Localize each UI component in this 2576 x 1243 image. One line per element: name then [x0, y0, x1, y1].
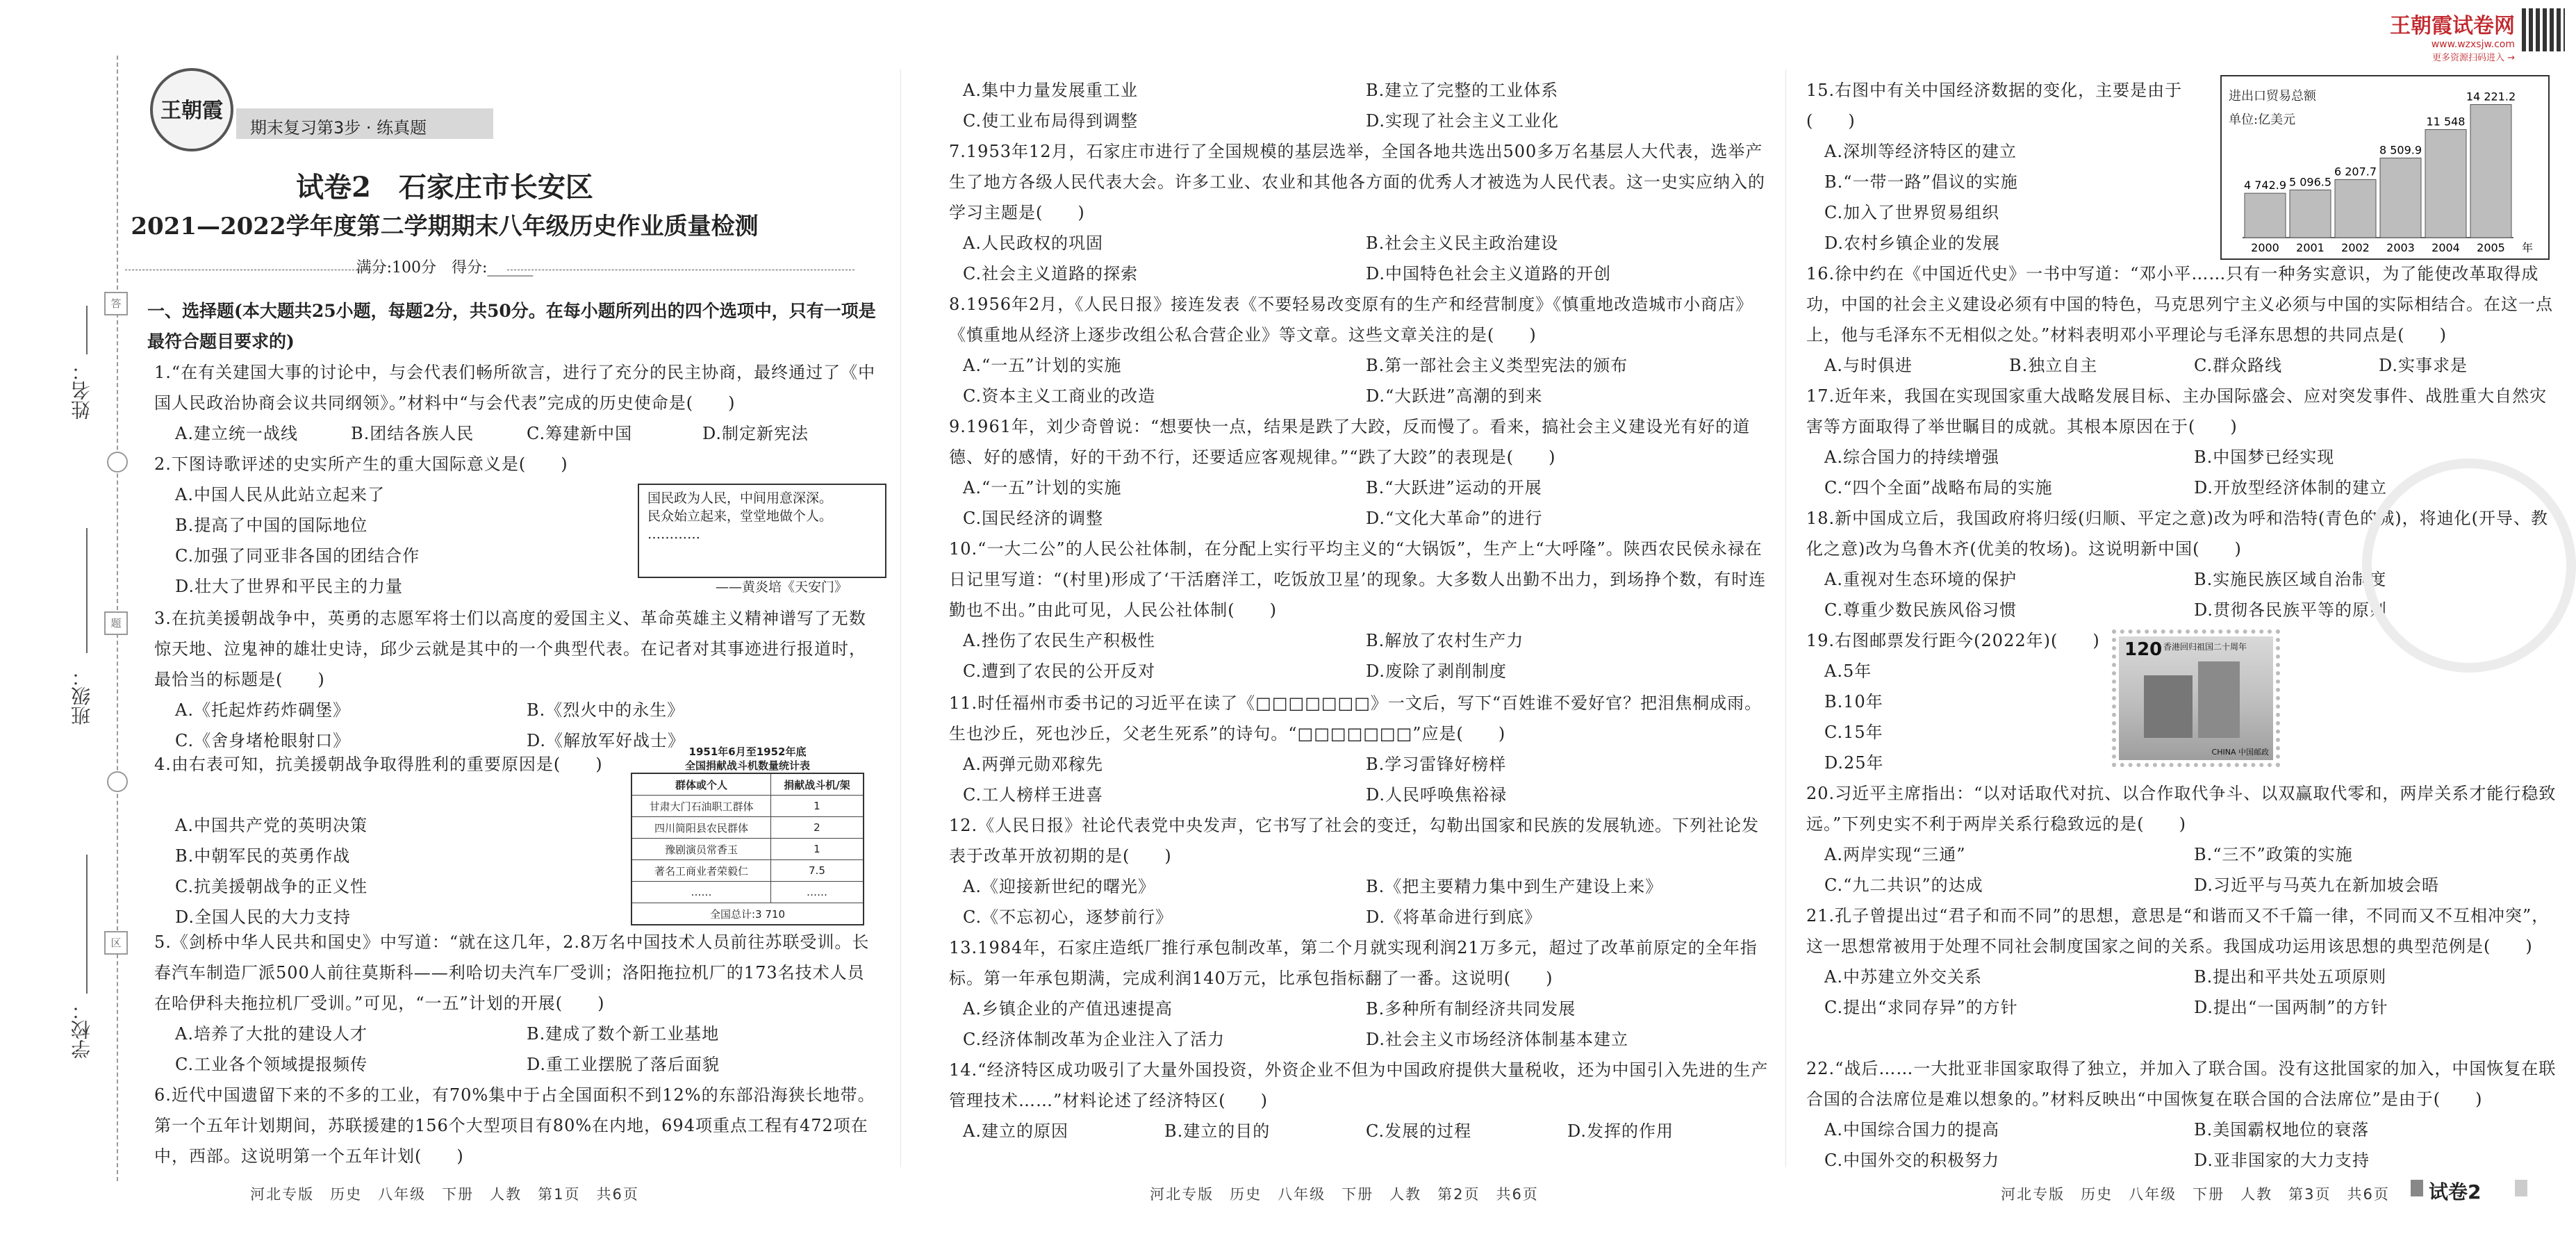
question-text: 11.时任福州市委书记的习近平在读了《□□□□□□□》一文后，写下“百姓谁不爱好官？把泪焦桐成雨。生也沙丘，死也沙丘，父老生死系”的诗句。“□□□□□□□”应是( )	[949, 693, 1762, 743]
option[interactable]: A.重视对生态环境的保护	[1824, 570, 2017, 589]
brand-url[interactable]: www.wzxsjw.com	[2431, 39, 2515, 50]
option[interactable]: C.国民经济的调整	[963, 509, 1104, 528]
option[interactable]: A.《托起炸药炸碉堡》	[175, 700, 350, 720]
table-total: 全国总计:3 710	[631, 903, 864, 925]
options	[949, 871, 1769, 932]
stamp-country: CHINA 中国邮政	[2211, 748, 2269, 757]
binding-mark: 区	[104, 931, 128, 955]
question-text: 12.《人民日报》社论代表党中央发声，它书写了社会的变迁，勾勒出国家和民族的发展轨迹。下列社论发表于改革开放初期的是( )	[949, 816, 1760, 866]
option[interactable]: C.《舍身堵枪眼射口》	[175, 731, 351, 750]
corner-marker	[2411, 1180, 2423, 1196]
question-16	[1806, 258, 2563, 381]
options	[1806, 350, 2563, 381]
question-text: 2.下图诗歌评述的史实所产生的重大国际意义是( )	[154, 454, 568, 474]
option[interactable]: A.与时俱进	[1824, 356, 1913, 375]
question-11	[949, 688, 1769, 810]
options	[1806, 839, 2563, 900]
question-9	[949, 411, 1769, 534]
option[interactable]: C.发展的过程	[1366, 1121, 1472, 1141]
option[interactable]: B.第一部社会主义类型宪法的颁布	[1366, 356, 1628, 375]
step-banner	[236, 108, 493, 139]
chart-bar	[2245, 193, 2286, 238]
option[interactable]: D.农村乡镇企业的发展	[1824, 233, 2001, 253]
option[interactable]: C.加强了同亚非各国的团结合作	[175, 546, 420, 566]
question-12	[949, 810, 1769, 932]
option[interactable]: A.人民政权的巩固	[963, 233, 1103, 253]
option[interactable]: D.“文化大革命”的进行	[1366, 509, 1543, 528]
option[interactable]: A.5年	[1824, 661, 1872, 681]
option[interactable]: B.建立了完整的工业体系	[1366, 81, 1559, 100]
option[interactable]: D.《将革命进行到底》	[1366, 907, 1542, 927]
chart-bar	[2470, 104, 2511, 238]
table-row	[631, 860, 864, 882]
question-text: 15.右图中有关中国经济数据的变化，主要是由于( )	[1806, 81, 2183, 131]
option[interactable]: D.贯彻各民族平等的原则	[2194, 600, 2388, 620]
option[interactable]: B.实施民族区域自治制度	[2194, 570, 2387, 589]
table-header: 捐献战斗机/架	[770, 773, 864, 796]
option[interactable]: A.中苏建立外交关系	[1824, 967, 1982, 987]
question-7	[949, 136, 1769, 289]
option[interactable]: D.实现了社会主义工业化	[1366, 111, 1560, 131]
option[interactable]: B.学习雷锋好榜样	[1366, 755, 1507, 774]
question-text: 3.在抗美援朝战争中，英勇的志愿军将士们以高度的爱国主义、革命英雄主义精神谱写了无数惊天地、泣鬼神的雄壮史诗，邱少云就是其中的一个典型代表。在记者对其事迹进行报道时，最恰当的标题是( )	[154, 609, 866, 689]
options	[949, 472, 1769, 534]
brand-block	[2306, 8, 2515, 63]
option[interactable]: D.废除了剥削制度	[1366, 661, 1508, 681]
question-text: 20.习近平主席指出：“以对话取代对抗、以合作取代争斗、以双赢取代零和，两岸关系才能行稳致远。”下列史实不利于两岸关系行稳致远的是( )	[1806, 784, 2557, 834]
chart-tick-label: 2000	[2251, 241, 2279, 254]
option[interactable]: D.人民呼唤焦裕禄	[1366, 785, 1508, 805]
chart-canvas	[2222, 76, 2548, 258]
option[interactable]: C.15年	[1824, 723, 1883, 742]
option[interactable]: C.工业各个领域提报频传	[175, 1055, 368, 1074]
question-1	[154, 357, 878, 449]
chart-xlabel: 年	[2522, 241, 2534, 254]
option[interactable]: A.建立统一战线	[175, 424, 298, 443]
option[interactable]: D.开放型经济体制的建立	[2194, 478, 2388, 497]
option[interactable]: A.中国综合国力的提高	[1824, 1120, 1999, 1139]
poem-box	[638, 484, 886, 578]
option[interactable]: C.资本主义工商业的改造	[963, 386, 1156, 406]
question-text: 21.孔子曾提出过“君子和而不同”的思想，意思是“和谐而又不千篇一律，不同而又不互相冲突”，这一思想常被用于处理不同社会制度国家之间的关系。我国成功运用该思想的典型范例是( )	[1806, 906, 2550, 956]
question-text: 19.右图邮票发行距今(2022年)( )	[1806, 631, 2100, 650]
chart-ylabel: 单位:亿美元	[2229, 113, 2296, 127]
question-6-options	[949, 75, 1769, 136]
school-underline	[86, 855, 88, 994]
option[interactable]: B.美国霸权地位的衰落	[2194, 1120, 2370, 1139]
corner-label: 试卷2	[2429, 1180, 2482, 1203]
column-divider	[900, 69, 901, 1167]
chart-bar	[2425, 129, 2466, 238]
stamp-building	[2198, 661, 2240, 738]
option[interactable]: B.多种所有制经济共同发展	[1366, 999, 1576, 1019]
logo-badge	[150, 68, 233, 151]
chart-tick-label: 2001	[2296, 241, 2325, 254]
table-cell: 2	[770, 817, 864, 839]
brand-tagline: 更多资源扫码进入 →	[2431, 53, 2515, 63]
poem-line: …………	[647, 527, 700, 542]
name-underline	[86, 306, 88, 354]
page-footer: 河北专版 历史 八年级 下册 人教 第2页 共6页	[1150, 1186, 1539, 1203]
chart-tick-label: 2003	[2386, 241, 2415, 254]
option[interactable]: A.乡镇企业的产值迅速提高	[963, 999, 1173, 1019]
option[interactable]: D.25年	[1824, 753, 1884, 773]
question-21	[1806, 900, 2563, 1023]
table-row	[631, 839, 864, 860]
option[interactable]: C.尊重少数民族风俗习惯	[1824, 600, 2017, 620]
binding-hole	[107, 771, 128, 792]
option[interactable]: A.集中力量发展重工业	[963, 81, 1138, 100]
option[interactable]: C.中国外交的积极努力	[1824, 1151, 2000, 1170]
question-5	[154, 927, 878, 1080]
options	[949, 350, 1769, 411]
question-text: 17.近年来，我国在实现国家重大战略发展目标、主办国际盛会、应对突发事件、战胜重大自然灾害等方面取得了举世瞩目的成就。其根本原因在于( )	[1806, 386, 2548, 436]
options	[1806, 962, 2563, 1023]
options	[949, 228, 1769, 289]
question-15	[1806, 75, 2195, 258]
option[interactable]: D.提出“一国两制”的方针	[2194, 998, 2388, 1017]
option[interactable]: B.中朝军民的英勇作战	[175, 846, 351, 866]
option[interactable]: D.《解放军好战士》	[527, 731, 686, 750]
chart-tick-label: 2002	[2341, 241, 2370, 254]
section-heading: 一、选择题(本大题共25小题，每题2分，共50分。在每小题所列出的四个选项中，只有一项是最符合题目要求的)	[147, 301, 876, 352]
option[interactable]: B.建立的目的	[1164, 1121, 1271, 1141]
binding-mark: 答	[104, 292, 128, 315]
question-8	[949, 289, 1769, 411]
question-text: 6.近代中国遗留下来的不多的工业，有70%集中于占全国面积不到12%的东部沿海狭长地带。第一个五年计划期间，苏联援建的156个大型项目有80%在内地，694项重点工程有472项在中，西部。这说明第一个五年计划( )	[154, 1085, 875, 1166]
option[interactable]: C.经济体制改革为企业注入了活力	[963, 1030, 1225, 1049]
option[interactable]: B.解放了农村生产力	[1366, 631, 1524, 650]
options	[949, 749, 1769, 810]
table-cell: 1	[770, 796, 864, 817]
table-row	[631, 903, 864, 925]
question-text: 7.1953年12月，石家庄市进行了全国规模的基层选举，全国各地共选出500多万名基层人大代表，选举产生了地方各级人民代表大会。许多工业、农业和其他各方面的优秀人才被选为人民代表。这一史实应纳入的学习主题是( )	[949, 142, 1765, 222]
corner-marker	[2515, 1180, 2527, 1196]
option[interactable]: C.提出“求同存异”的方针	[1824, 998, 2018, 1017]
option[interactable]: A.中国人民从此站立起来了	[175, 485, 385, 504]
question-text: 9.1961年，刘少奇曾说：“想要快一点，结果是跌了大跤，反而慢了。看来，搞社会主义建设光有好的道德、好的感情，好的干劲不行，还要适应客观规律。”“跌了大跤”的表现是( )	[949, 417, 1751, 467]
table-title: 1951年6月至1952年底	[688, 746, 807, 758]
table-cell: ……	[631, 882, 770, 903]
question-4	[154, 749, 613, 932]
option[interactable]: A.两弹元勋邓稼先	[963, 755, 1103, 774]
option[interactable]: C.抗美援朝战争的正义性	[175, 877, 368, 896]
chart-bar	[2335, 179, 2376, 238]
option[interactable]: B.《把主要精力集中到生产建设上来》	[1366, 877, 1663, 896]
logo-text: 王朝霞	[160, 99, 223, 123]
option[interactable]: B.“三不”政策的实施	[2194, 845, 2353, 864]
stamp-value: 120	[2124, 639, 2163, 660]
option[interactable]: A.两岸实现“三通”	[1824, 845, 1966, 864]
table-cell: ……	[770, 882, 864, 903]
options	[154, 810, 613, 932]
step-label: 期末复习第3步 · 练真题	[250, 118, 427, 138]
chart-tick-label: 2004	[2431, 241, 2460, 254]
option[interactable]: D.“大跃进”高潮的到来	[1366, 386, 1543, 406]
chart-bar	[2290, 190, 2331, 238]
option[interactable]: B.10年	[1824, 692, 1883, 711]
brand-name: 王朝霞试卷网	[2390, 14, 2515, 38]
option[interactable]: B.“大跃进”运动的开展	[1366, 478, 1542, 497]
options	[949, 75, 1769, 136]
chart-data-label: 11 548	[2426, 115, 2466, 129]
chart-data-label: 6 207.7	[2334, 165, 2377, 179]
option[interactable]: B.《烈火中的永生》	[527, 700, 685, 720]
table	[631, 773, 864, 925]
question-text: 14.“经济特区成功吸引了大量外国投资，外资企业不但为中国政府提供大量税收，还为中国引入先进的生产管理技术……”材料论述了经济特区( )	[949, 1060, 1769, 1110]
options	[1806, 1114, 2563, 1176]
chart-data-label: 5 096.5	[2288, 175, 2332, 189]
option[interactable]: A.挫伤了农民生产积极性	[963, 631, 1155, 650]
option[interactable]: A.“一五”计划的实施	[963, 356, 1122, 375]
school-label: 学校：	[70, 1001, 93, 1059]
chart-tick-label: 2005	[2477, 241, 2505, 254]
options	[949, 1116, 1769, 1146]
question-22	[1806, 1053, 2563, 1176]
name-label: 姓名：	[70, 361, 93, 420]
chart-bar	[2380, 158, 2421, 238]
page-footer: 河北专版 历史 八年级 下册 人教 第1页 共6页	[250, 1186, 639, 1203]
option[interactable]: C.《不忘初心，逐梦前行》	[963, 907, 1173, 927]
option[interactable]: B.社会主义民主政治建设	[1366, 233, 1559, 253]
stamp-caption: 香港回归祖国二十周年	[2163, 642, 2247, 652]
options	[154, 418, 878, 449]
question-text: 5.《剑桥中华人民共和国史》中写道：“就在这几年，2.8万名中国技术人员前往苏联受训。长春汽车制造厂派500人前往莫斯科——利哈切夫汽车厂受训；洛阳拖拉机厂的173名技术人员在哈伊科夫拖拉机厂受训。”可见，“一五”计划的开展( )	[154, 932, 870, 1013]
options	[1806, 656, 2112, 778]
option[interactable]: B.团结各族人民	[351, 424, 474, 443]
table-row	[631, 882, 864, 903]
table-cell: 甘肃大门石油职工群体	[631, 796, 770, 817]
option[interactable]: C.使工业布局得到调整	[963, 111, 1139, 131]
question-text: 4.由右表可知，抗美援朝战争取得胜利的重要原因是( )	[154, 755, 603, 774]
question-10	[949, 534, 1769, 686]
question-3	[154, 603, 878, 756]
stamp-building	[2144, 675, 2193, 738]
question-19	[1806, 625, 2112, 778]
options	[1806, 136, 2195, 258]
stamp-image	[2112, 629, 2280, 767]
chart-data-label: 8 509.9	[2379, 143, 2422, 157]
option[interactable]: D.制定新宪法	[702, 424, 809, 443]
option[interactable]: D.重工业摆脱了落后面貌	[527, 1055, 720, 1074]
class-underline	[86, 528, 88, 653]
options	[949, 994, 1769, 1055]
table-row	[631, 796, 864, 817]
question-text: 13.1984年，石家庄造纸厂推行承包制改革，第二个月就实现利润21万多元，超过了改革前原定的全年指标。第一年承包期满，完成利润140万元，比承包指标翻了一番。这说明( )	[949, 938, 1758, 988]
exam-title: 试卷2 石家庄市长安区	[296, 171, 593, 204]
options	[154, 1019, 878, 1080]
option[interactable]: D.亚非国家的大力支持	[2194, 1151, 2370, 1170]
question-text: 18.新中国成立后，我国政府将归绥(归顺、平定之意)改为呼和浩特(青色的城)，将迪化(开导、教化之意)改为乌鲁木齐(优美的牧场)。这说明新中国( )	[1806, 509, 2548, 559]
option[interactable]: D.全国人民的大力支持	[175, 907, 352, 927]
question-text: 8.1956年2月，《人民日报》接连发表《不要轻易改变原有的生产和经营制度》《慎重地改造城市小商店》《慎重地从经济上逐步改组公私合营企业》等文章。这些文章关注的是( )	[949, 295, 1753, 345]
class-label: 班级：	[70, 667, 93, 725]
page-footer: 河北专版 历史 八年级 下册 人教 第3页 共6页	[2001, 1186, 2390, 1203]
option[interactable]: A.《迎接新世纪的曙光》	[963, 877, 1155, 896]
table-cell: 著名工商业者荣毅仁	[631, 860, 770, 882]
exam-subtitle: 2021—2022学年度第二学期期末八年级历史作业质量检测	[131, 213, 759, 240]
table-cell: 豫剧演员常香玉	[631, 839, 770, 860]
question-6	[154, 1080, 878, 1171]
option[interactable]: B.“一带一路”倡议的实施	[1824, 172, 2018, 192]
question-text: 1.“在有关建国大事的讨论中，与会代表们畅所欲言，进行了充分的民主协商，最终通过了《中国人民政治协商会议共同纲领》。”材料中“与会代表”完成的历史使命是( )	[154, 363, 876, 413]
option[interactable]: C.“九二共识”的达成	[1824, 875, 1983, 895]
option[interactable]: A.综合国力的持续增强	[1824, 447, 1999, 467]
question-13	[949, 932, 1769, 1055]
option[interactable]: D.实事求是	[2379, 356, 2468, 375]
option[interactable]: A.中国共产党的英明决策	[175, 816, 368, 835]
trade-chart	[2220, 75, 2550, 260]
poem-source: ——黄炎培《天安门》	[716, 579, 848, 595]
score-line: 满分:100分 得分:______	[356, 259, 534, 277]
option[interactable]: C.筹建新中国	[527, 424, 633, 443]
table-cell: 1	[770, 839, 864, 860]
option[interactable]: C.加入了世界贸易组织	[1824, 203, 2000, 222]
option[interactable]: B.中国梦已经实现	[2194, 447, 2335, 467]
question-text: 22.“战后……一大批亚非国家取得了独立，并加入了联合国。没有这批国家的加入，中国恢复在联合国的合法席位是难以想象的。”材料反映出“中国恢复在联合国的合法席位”是由于( )	[1806, 1059, 2557, 1109]
qr-code-icon[interactable]	[2522, 8, 2565, 51]
chart-data-label: 4 742.9	[2243, 179, 2287, 192]
option[interactable]: B.独立自主	[2009, 356, 2098, 375]
question-20	[1806, 778, 2563, 900]
table-cell: 7.5	[770, 860, 864, 882]
chart-title: 进出口贸易总额	[2229, 89, 2316, 104]
option[interactable]: D.发挥的作用	[1567, 1121, 1674, 1141]
option[interactable]: B.提高了中国的国际地位	[175, 516, 368, 535]
option[interactable]: C.社会主义道路的探索	[963, 264, 1139, 283]
option[interactable]: A.建立的原因	[963, 1121, 1068, 1141]
option[interactable]: D.习近平与马英九在新加坡会晤	[2194, 875, 2440, 895]
option[interactable]: D.壮大了世界和平民主的力量	[175, 577, 404, 596]
option[interactable]: C.“四个全面”战略布局的实施	[1824, 478, 2053, 497]
option[interactable]: A.深圳等经济特区的建立	[1824, 142, 2017, 161]
options	[949, 625, 1769, 686]
table-cell: 四川简阳县农民群体	[631, 817, 770, 839]
poem-line: 民众始立起来，堂堂地做个人。	[647, 509, 833, 524]
question-text: 10.“一大二公”的人民公社体制，在分配上实行平均主义的“大锅饭”，生产上“大呼隆”。陕西农民侯永禄在日记里写道：“(村里)形成了‘干活磨洋工，吃饭放卫星’的现象。大多数人出勤不出力，到场挣个数，有时连勤也不出。”由此可见，人民公社体制( )	[949, 539, 1767, 620]
option[interactable]: C.群众路线	[2194, 356, 2283, 375]
option[interactable]: D.中国特色社会主义道路的开创	[1366, 264, 1612, 283]
option[interactable]: C.遭到了农民的公开反对	[963, 661, 1156, 681]
option[interactable]: C.工人榜样王进喜	[963, 785, 1104, 805]
option[interactable]: A.“一五”计划的实施	[963, 478, 1122, 497]
donation-table	[631, 745, 864, 925]
option[interactable]: B.提出和平共处五项原则	[2194, 967, 2387, 987]
binding-hole	[107, 452, 128, 472]
column-divider	[1785, 69, 1786, 1167]
option[interactable]: A.培养了大批的建设人才	[175, 1024, 368, 1044]
table-row	[631, 817, 864, 839]
option[interactable]: D.社会主义市场经济体制基本建立	[1366, 1030, 1629, 1049]
option[interactable]: B.建成了数个新工业基地	[527, 1024, 720, 1044]
watermark-seal	[2362, 459, 2576, 673]
binding-mark: 题	[104, 611, 128, 635]
question-14	[949, 1055, 1769, 1146]
poem-line: 国民政为人民，中间用意深深。	[647, 491, 833, 506]
table-header: 群体或个人	[631, 773, 770, 796]
question-text: 16.徐中约在《中国近代史》一书中写道：“邓小平……只有一种务实意识，为了能使改革取得成功，中国的社会主义建设必须有中国的特色，马克思列宁主义必须与中国的实际相结合。在这一点上，他与毛泽东不无相似之处。”材料表明邓小平理论与毛泽东思想的共同点是( )	[1806, 264, 2553, 345]
chart-data-label: 14 221.2	[2466, 90, 2516, 104]
table-title: 全国捐献战斗机数量统计表	[684, 759, 810, 772]
